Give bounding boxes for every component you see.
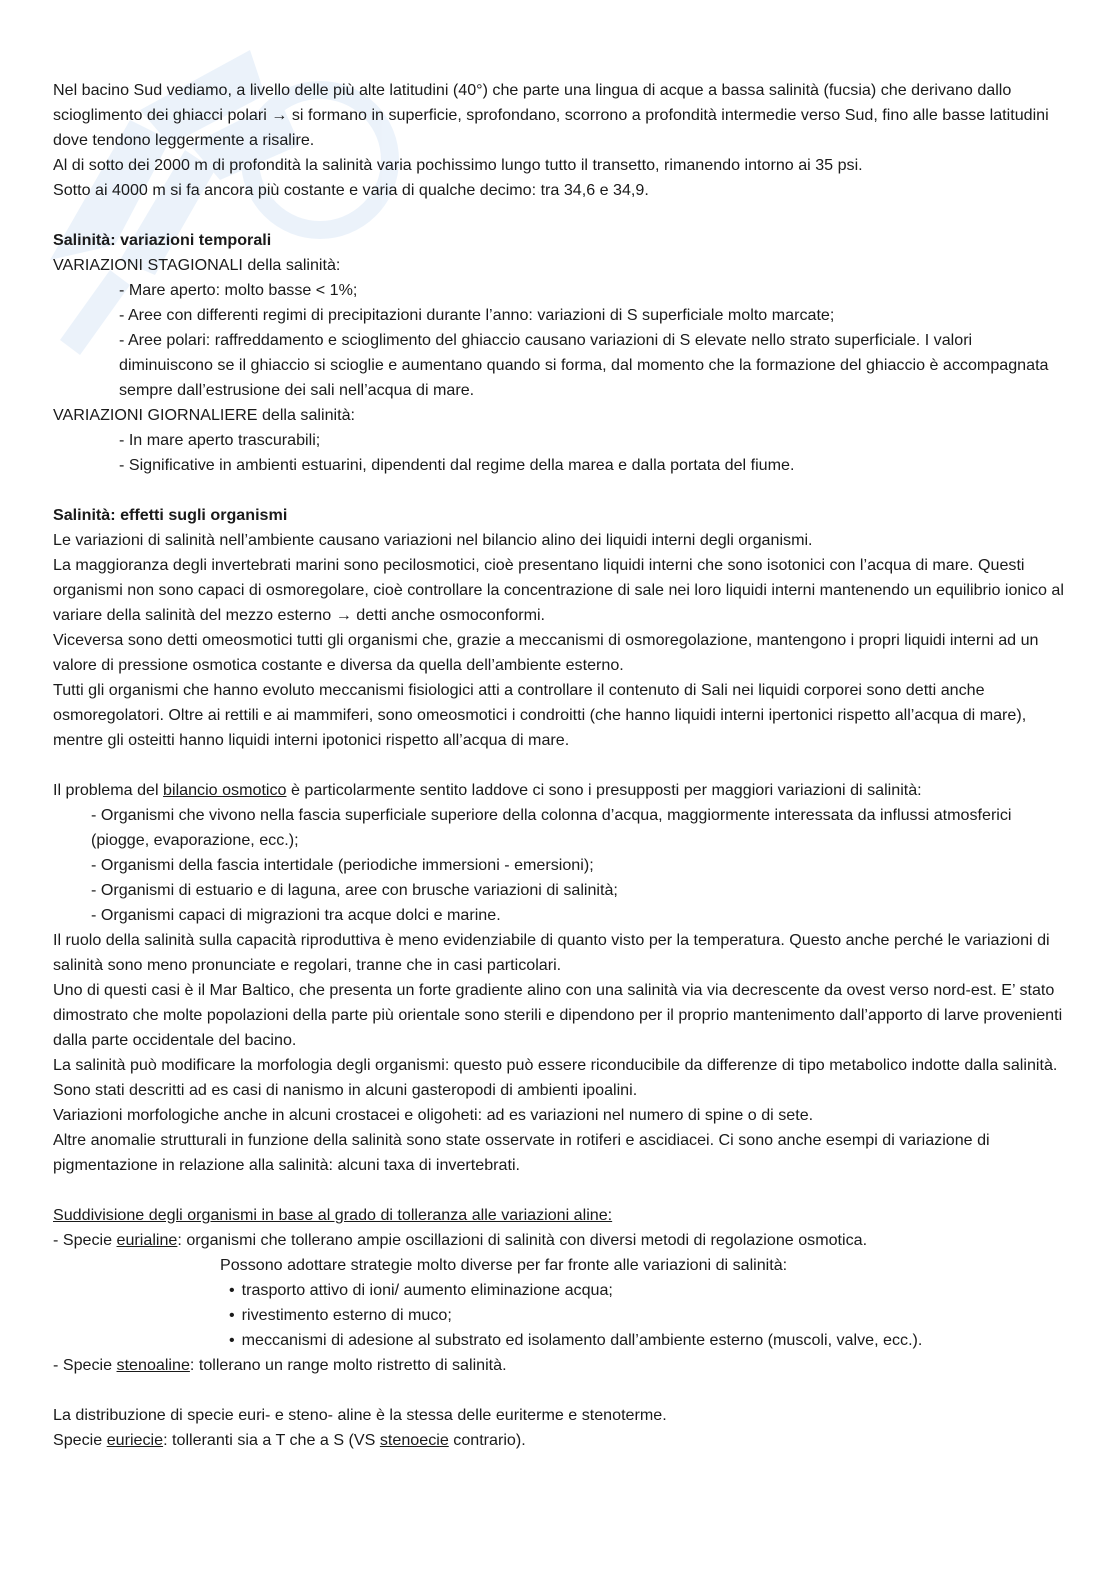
list-item: - Organismi della fascia intertidale (periodiche immersioni - emersioni); — [91, 856, 594, 874]
bullet-item: • trasporto attivo di ioni/ aumento eliminazione acqua; — [229, 1278, 1064, 1303]
list-item: - Significative in ambienti estuarini, dipendenti dal regime della marea e dalla portata del fiume. — [119, 456, 795, 474]
list-item: - Aree con differenti regimi di precipitazioni durante l’anno: variazioni di S superficiale molto marcate; — [119, 306, 835, 324]
paragraph: Altre anomalie strutturali in funzione della salinità sono state osservate in rotiferi e ascidiacei. Ci sono anche esempi di variazione di pigmentazione in relazione alla salinità: alcuni taxa di invertebrati. — [53, 1131, 990, 1174]
list-item: - Aree polari: raffreddamento e scioglimento del ghiaccio causano variazioni di S elevate nello strato superficiale. I valori diminuiscono se il ghiaccio si scioglie e aumentano quando si forma, dal momento che la formazione del ghiaccio è accompagnata sempre dall’estrusione dei sali nell’acqua di mare. — [119, 331, 1049, 399]
stenoaline-line: - Specie stenoaline: tollerano un range molto ristretto di salinità. — [53, 1356, 507, 1374]
underlined-term: stenoecie — [379, 1431, 449, 1449]
paragraph: Variazioni morfologiche anche in alcuni crostacei e oligoheti: ad es variazioni nel numero di spine o di sete. — [53, 1106, 814, 1124]
list-item: - Organismi capaci di migrazioni tra acque dolci e marine. — [91, 906, 501, 924]
paragraph: Uno di questi casi è il Mar Baltico, che presenta un forte gradiente alino con una salinità via via decrescente da ovest verso nord-est. E’ stato dimostrato che molte popolazioni della parte più orientale sono sterili e dipendono per il proprio mantenimento dall’apporto di larve provenienti dalla parte occidentale del bacino. — [53, 981, 1063, 1049]
heading-tolerance: Suddivisione degli organismi in base al grado di tolleranza alle variazioni aline: — [53, 1206, 613, 1224]
heading-temporal-variations: Salinità: variazioni temporali — [53, 231, 272, 249]
underlined-term: bilancio osmotico — [163, 781, 287, 799]
list-item: - Organismi di estuario e di laguna, aree con brusche variazioni di salinità; — [91, 881, 618, 899]
paragraph-south-basin: Nel bacino Sud vediamo, a livello delle più alte latitudini (40°) che parte una lingua di acque a bassa salinità (fucsia) che derivano dallo scioglimento dei ghiacci polari → si formano in superficie, sprofondano, scorrono a profondità intermedie verso Sud, fino alle basse latitudini dove tendono leggermente a risalire. — [53, 81, 1049, 149]
paragraph-osmotic-balance: Il problema del bilancio osmotico è particolarmente sentito laddove ci sono i presupposti per maggiori variazioni di salinità: — [53, 781, 922, 799]
right-arrow-icon: → — [271, 106, 288, 124]
strategies-line: Possono adottare strategie molto diverse per far fronte alle variazioni di salinità: — [220, 1256, 788, 1274]
bullet-item: • rivestimento esterno di muco; — [229, 1303, 1064, 1328]
underlined-term: euriecie — [106, 1431, 164, 1449]
seasonal-label: VARIAZIONI STAGIONALI della salinità: — [53, 256, 341, 274]
bullet-list — [53, 1278, 1064, 1353]
paragraph-2000m: Al di sotto dei 2000 m di profondità la salinità varia pochissimo lungo tutto il transetto, rimanendo intorno ai 35 psi. — [53, 156, 863, 174]
paragraph: Viceversa sono detti omeosmotici tutti gli organismi che, grazie a meccanismi di osmoregolazione, mantengono i propri liquidi interni ad un valore di pressione osmotica costante e diversa da quella dell’ambiente esterno. — [53, 631, 1039, 674]
eurialine-line: - Specie eurialine: organismi che tollerano ampie oscillazioni di salinità con diversi metodi di regolazione osmotica. — [53, 1231, 868, 1249]
paragraph-pecilosmotici: La maggioranza degli invertebrati marini sono pecilosmotici, cioè presentano liquidi interni che sono isotonici con l’acqua di mare. Questi organismi non sono capaci di osmoregolare, cioè controllare la concentrazione di sale nei loro liquidi interni mantenendo un equilibrio ionico al variare della salinità del mezzo esterno → detti anche osmoconformi. — [53, 556, 1064, 624]
paragraph-4000m: Sotto ai 4000 m si fa ancora più costante e varia di qualche decimo: tra 34,6 e 34,9. — [53, 181, 649, 199]
list-item: - Organismi che vivono nella fascia superficiale superiore della colonna d’acqua, maggiormente interessata da influssi atmosferici (piogge, evaporazione, ecc.); — [91, 806, 1012, 849]
paragraph: Le variazioni di salinità nell’ambiente causano variazioni nel bilancio alino dei liquidi interni degli organismi. — [53, 531, 813, 549]
list-item: - In mare aperto trascurabili; — [119, 431, 321, 449]
underlined-term: eurialine — [116, 1231, 178, 1249]
daily-label: VARIAZIONI GIORNALIERE della salinità: — [53, 406, 356, 424]
paragraph: Tutti gli organismi che hanno evoluto meccanismi fisiologici atti a controllare il contenuto di Sali nei liquidi corporei sono detti anche osmoregolatori. Oltre ai rettili e ai mammiferi, sono omeosmotici i condroitti (che hanno liquidi interni ipertonici rispetto all’acqua di mare), mentre gli osteitti hanno liquidi interni ipotonici rispetto all’acqua di mare. — [53, 681, 1027, 749]
underlined-term: stenoaline — [116, 1356, 190, 1374]
paragraph-distribution: La distribuzione di specie euri- e steno- aline è la stessa delle euriterme e stenoterme. — [53, 1406, 667, 1424]
right-arrow-icon: → — [335, 606, 352, 624]
paragraph: La salinità può modificare la morfologia degli organismi: questo può essere riconducibile da differenze di tipo metabolico indotte dalla salinità. Sono stati descritti ad es casi di nanismo in alcuni gasteropodi di ambienti ipoalini. — [53, 1056, 1058, 1099]
paragraph: Il ruolo della salinità sulla capacità riproduttiva è meno evidenziabile di quanto visto per la temperatura. Questo anche perché le variazioni di salinità sono meno pronunciate e regolari, tranne che in casi particolari. — [53, 931, 1050, 974]
bullet-item: • meccanismi di adesione al substrato ed isolamento dall’ambiente esterno (muscoli, valve, ecc.). — [229, 1328, 1064, 1353]
heading-effects-organisms: Salinità: effetti sugli organismi — [53, 506, 288, 524]
paragraph-euriecie: Specie euriecie: tolleranti sia a T che a S (VS stenoecie contrario). — [53, 1431, 526, 1449]
list-item: - Mare aperto: molto basse < 1%; — [119, 281, 358, 299]
